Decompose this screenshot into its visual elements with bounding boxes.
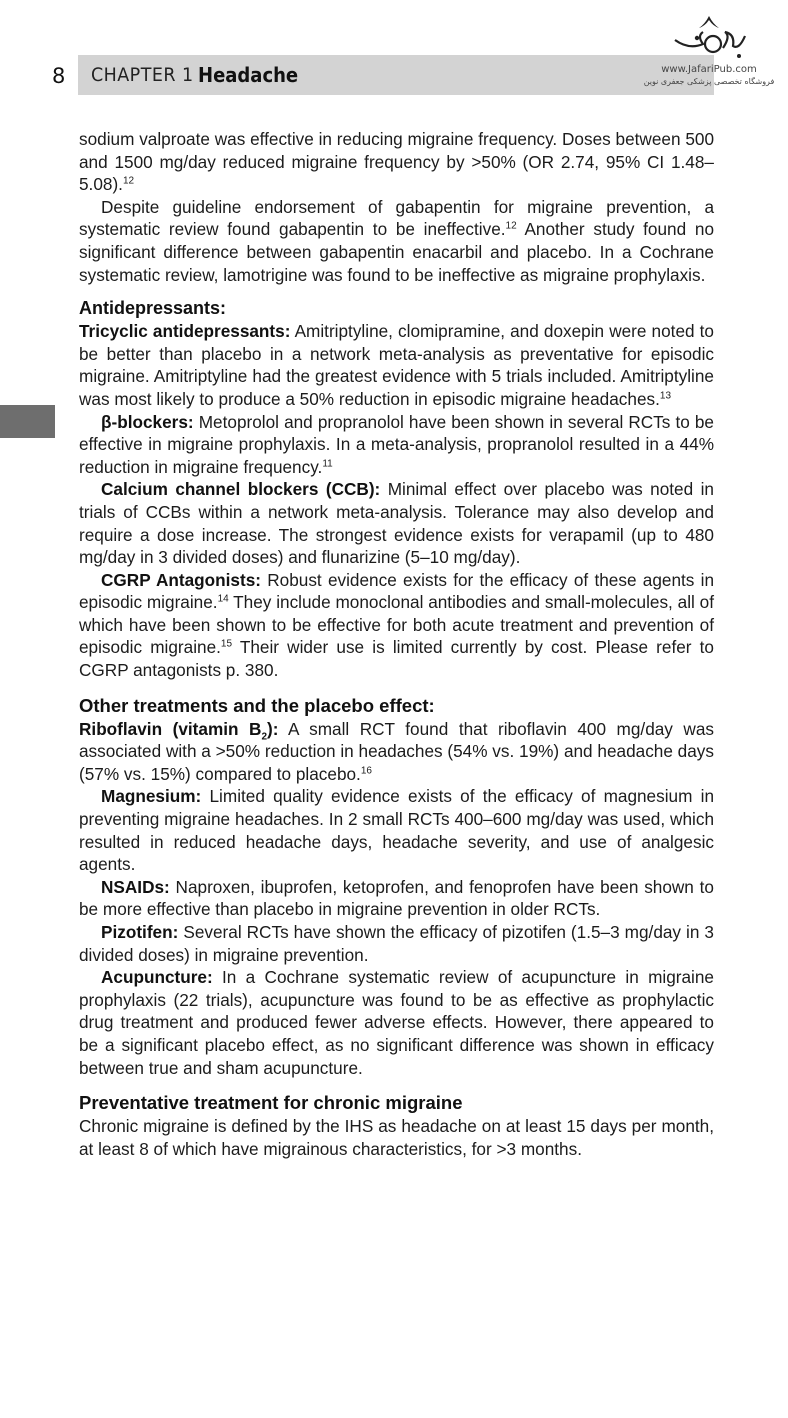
paragraph-tricyclic: Tricyclic antidepressants: Amitriptyline, clomipramine, and doxepin were noted to be better than placebo in a network meta-analysis as preventative for episodic migraine. Amitriptyline had the greatest evidence with 5 trials included. Amitriptyline was most likely to produce a 50% reduction in episodic migraine headaches.$^{13}$: [79, 321, 714, 409]
citation: 11: [322, 457, 333, 469]
chapter-thumb-tab: [0, 405, 55, 438]
watermark-subtitle: فروشگاه تخصصی پزشکی جعفری نوین: [643, 77, 775, 86]
term-label: Acupuncture:: [101, 967, 213, 988]
paragraph-pizotifen: Pizotifen: Several RCTs have shown the efficacy of pizotifen (1.5–3 mg/day in 3 divided doses) in migraine prevention.: [79, 922, 714, 965]
term-label: Riboflavin (vitamin $B_2$):: [79, 718, 279, 743]
citation: 16: [360, 765, 372, 777]
calligraphy-logo-icon: [669, 14, 749, 62]
paragraph-magnesium: Magnesium: Limited quality evidence exists of the efficacy of magnesium in preventing migraine headaches. In 2 small RCTs 400–600 mg/day was used, which resulted in reduced headache days, headache severity, and use of analgesic agents.: [79, 786, 714, 875]
citation: 14: [217, 593, 229, 605]
page-body: [79, 128, 714, 1160]
citation: 15: [220, 638, 233, 650]
section-heading-other-treatments: Other treatments and the placebo effect:: [79, 694, 435, 716]
term-label: β-blockers:: [101, 411, 194, 432]
chapter-label: CHAPTER 1: [91, 64, 194, 86]
term-label: Pizotifen:: [101, 922, 179, 942]
watermark-url: www.JafariPub.com: [661, 64, 757, 75]
term-label: Calcium channel blockers (CCB):: [101, 479, 381, 500]
citation: 13: [659, 390, 672, 402]
publisher-watermark: [630, 14, 788, 94]
term-label: Tricyclic antidepressants:: [79, 321, 291, 342]
paragraph-acupuncture: Acupuncture: In a Cochrane systematic review of acupuncture in migraine prophylaxis (22 trials), acupuncture was found to be as effective as prophylactic drug treatment and produced fewer adverse effects. However, there appeared to be a significant placebo effect, as no significant difference was shown in efficacy between true and sham acupuncture.: [79, 967, 714, 1078]
term-label: CGRP Antagonists:: [101, 569, 261, 590]
section-heading-chronic-migraine: Preventative treatment for chronic migraine: [79, 1092, 463, 1114]
term-label: Magnesium:: [101, 786, 202, 807]
paragraph-nsaids: NSAIDs: Naproxen, ibuprofen, ketoprofen, and fenoprofen have been shown to be more effective than placebo in migraine prevention in older RCTs.: [79, 876, 714, 920]
section-heading-antidepressants: Antidepressants:: [79, 298, 227, 319]
paragraph-chronic-migraine: Chronic migraine is defined by the IHS as headache on at least 15 days per month, at least 8 of which have migrainous characteristics, for >3 months.: [79, 1116, 714, 1159]
paragraph-cgrp: CGRP Antagonists: Robust evidence exists for the efficacy of these agents in episodic migraine.$^{14}$ They include monoclonal antibodies and small-molecules, all of which have been shown to be effective for both acute treatment and prevention of episodic migraine.$^{15}$ Their wider use is limited currently by cost. Please refer to CGRP antagonists p. 380.: [79, 569, 715, 681]
running-header: [78, 55, 714, 95]
chapter-title: Headache: [198, 63, 299, 87]
paragraph-gabapentin: Despite guideline endorsement of gabapentin for migraine prevention, a systematic review found gabapentin to be ineffective.$^{12}$ Another study found no significant difference between gabapentin enacarbil and placebo. In a Cochrane systematic review, lamotrigine was found to be ineffective as migraine prophylaxis.: [79, 196, 715, 285]
citation: 12: [505, 220, 517, 232]
citation: 12: [122, 175, 135, 187]
paragraph-valproate: sodium valproate was effective in reducing migraine frequency. Doses between 500 and 1500 mg/day reduced migraine frequency by >50% (OR 2.74, 95% CI 1.48–5.08).$^{12}$: [79, 129, 714, 195]
paragraph-ccb: Calcium channel blockers (CCB): Minimal effect over placebo was noted in trials of CCBs within a network meta-analysis. Tolerance may also develop and require a dose increase. The strongest evidence exists for verapamil (up to 480 mg/day in 3 divided doses) and flunarizine (5–10 mg/day).: [79, 479, 714, 568]
paragraph-beta-blockers: β-blockers: Metoprolol and propranolol have been shown in several RCTs to be effective in migraine prophylaxis. In a meta-analysis, propranolol resulted in a 44% reduction in migraine frequency.$^{11}$: [79, 411, 714, 477]
term-label: NSAIDs:: [101, 876, 170, 897]
paragraph-riboflavin: Riboflavin (vitamin $B_2$): A small RCT found that riboflavin 400 mg/day was associated with a >50% reduction in headaches (54% vs. 19%) and headache days (57% vs. 15%) compared to placebo.$^{16}$: [79, 718, 714, 784]
page-number: 8: [52, 64, 66, 88]
